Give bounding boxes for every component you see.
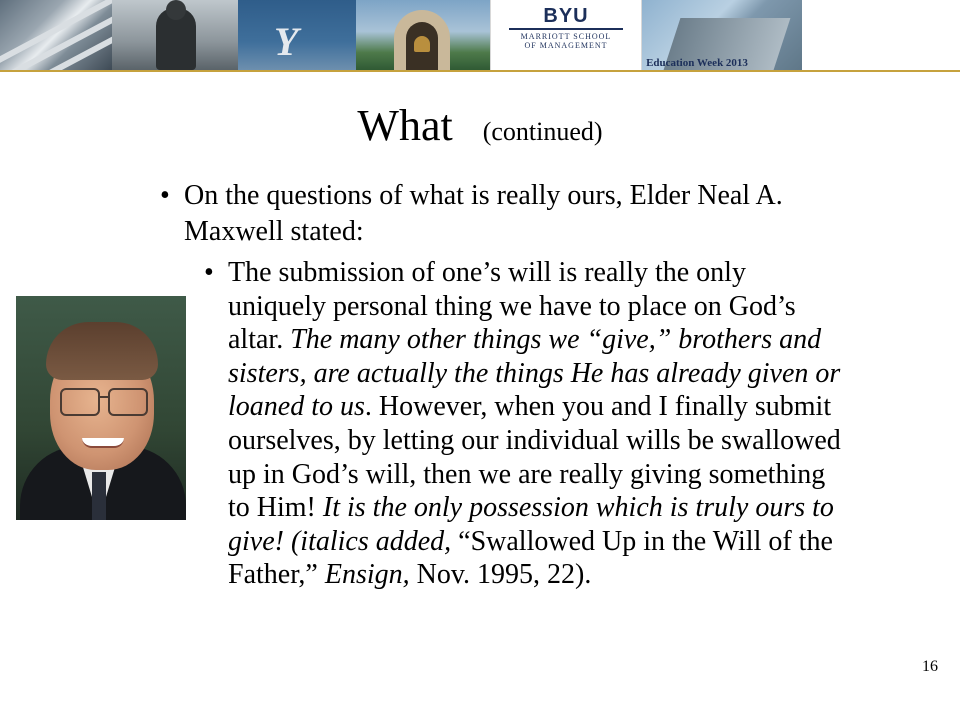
bullet-text: On the questions of what is really ours, Elder Neal A. Maxwell stated: bbox=[184, 180, 783, 247]
bullet-marker: • bbox=[204, 257, 214, 288]
banner-image-statue bbox=[112, 0, 238, 70]
speaker-portrait bbox=[16, 296, 186, 520]
quote-citation: “Swallowed Up in the Will of the Father,” bbox=[228, 525, 833, 591]
title-main: What bbox=[357, 101, 453, 150]
banner-divider bbox=[0, 70, 960, 72]
event-label: Education Week 2013 bbox=[646, 57, 748, 69]
logo-subtitle: MARRIOTT SCHOOL bbox=[520, 32, 612, 41]
quote-bullet bbox=[204, 256, 848, 592]
banner-image-building bbox=[0, 0, 112, 70]
slide-body bbox=[160, 178, 850, 592]
banner-image-y-mountain: Y bbox=[238, 0, 356, 70]
quote-text-1: The submission of one’s will is really the only uniquely personal thing we have to place on God’s altar. bbox=[228, 257, 796, 356]
banner-image-bell-tower bbox=[356, 0, 490, 70]
quote-text-2: . However, when you and I finally submit ourselves, by letting our individual wills be swallowed up in God’s will, then we are really giving something to Him! bbox=[228, 391, 841, 524]
page-number: 16 bbox=[922, 658, 938, 675]
quote-source-title: Ensign, bbox=[324, 559, 410, 591]
quote-text-italic-2: It is the only possession which is truly ours to give! (italics added, bbox=[228, 492, 834, 557]
quote-citation-date: Nov. 1995, 22). bbox=[409, 559, 592, 591]
logo-text: BYU bbox=[543, 5, 589, 27]
title-suffix: (continued) bbox=[482, 117, 603, 146]
header-banner bbox=[0, 0, 960, 70]
quote-text-italic-1: The many other things we “give,” brothers and sisters, are actually the things He has already given or loaned to us bbox=[228, 324, 841, 423]
logo-subtitle-2: OF MANAGEMENT bbox=[524, 41, 608, 50]
byu-logo bbox=[490, 0, 642, 70]
bullet-item bbox=[160, 178, 850, 250]
bullet-marker: • bbox=[160, 180, 170, 211]
slide-title bbox=[0, 100, 960, 151]
